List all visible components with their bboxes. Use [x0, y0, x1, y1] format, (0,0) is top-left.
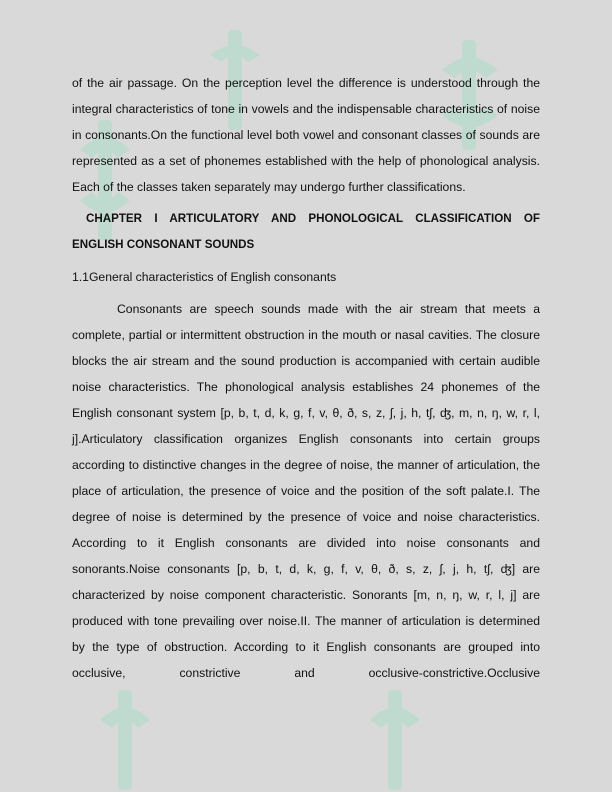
watermark-logo-icon — [90, 690, 160, 790]
paragraph: of the air passage. On the perception level the difference is understood through the integral characteristics of tone in vowels and the indispensable characteristics of noise in consonants.On the functional level both vowel and consonant classes of sounds are represented as a set of phonemes established with the help of phonological analysis. Each of the classes taken separately may undergo further classifications. — [72, 76, 540, 194]
paragraph: Consonants are speech sounds made with the air stream that meets a complete, partial or intermittent obstruction in the mouth or nasal cavities. The closure blocks the air stream and the sound production is accompanied with certain audible noise characteristics. The phonological analysis establishes 24 phonemes of the English consonant system [p, b, t, d, k, g, f, v, θ, ð, s, z, ʃ, j, h, tʃ, ʤ, m, n, ŋ, w, r, l, j].Articulatory classification organizes English consonants into certain groups according to distinctive changes in the degree of noise, the manner of articulation, the place of articulation, the presence of voice and the position of the soft palate.I. The degree of noise is determined by the presence of voice and noise characteristics. According to it English consonants are divided into noise consonants and sonorants.Noise consonants [p, b, t, d, k, g, f, v, θ, ð, s, z, ʃ, j, h, tʃ, ʤ] are characterized by noise component characteristic. Sonorants [m, n, ŋ, w, r, l, j] are produced with tone prevailing over noise.II. The manner of articulation is determined by the type of obstruction. According to it English consonants are grouped into occlusive, constrictive and occlusive-constrictive.Occlusive — [72, 302, 540, 680]
chapter-heading: CHAPTER I ARTICULATORY AND PHONOLOGICAL CLASSIFICATION OF ENGLISH CONSONANT SOUNDS — [72, 212, 540, 251]
watermark-logo-icon — [360, 690, 430, 790]
document-body — [72, 70, 540, 686]
section-heading: 1.1General characteristics of English consonants — [72, 270, 337, 284]
